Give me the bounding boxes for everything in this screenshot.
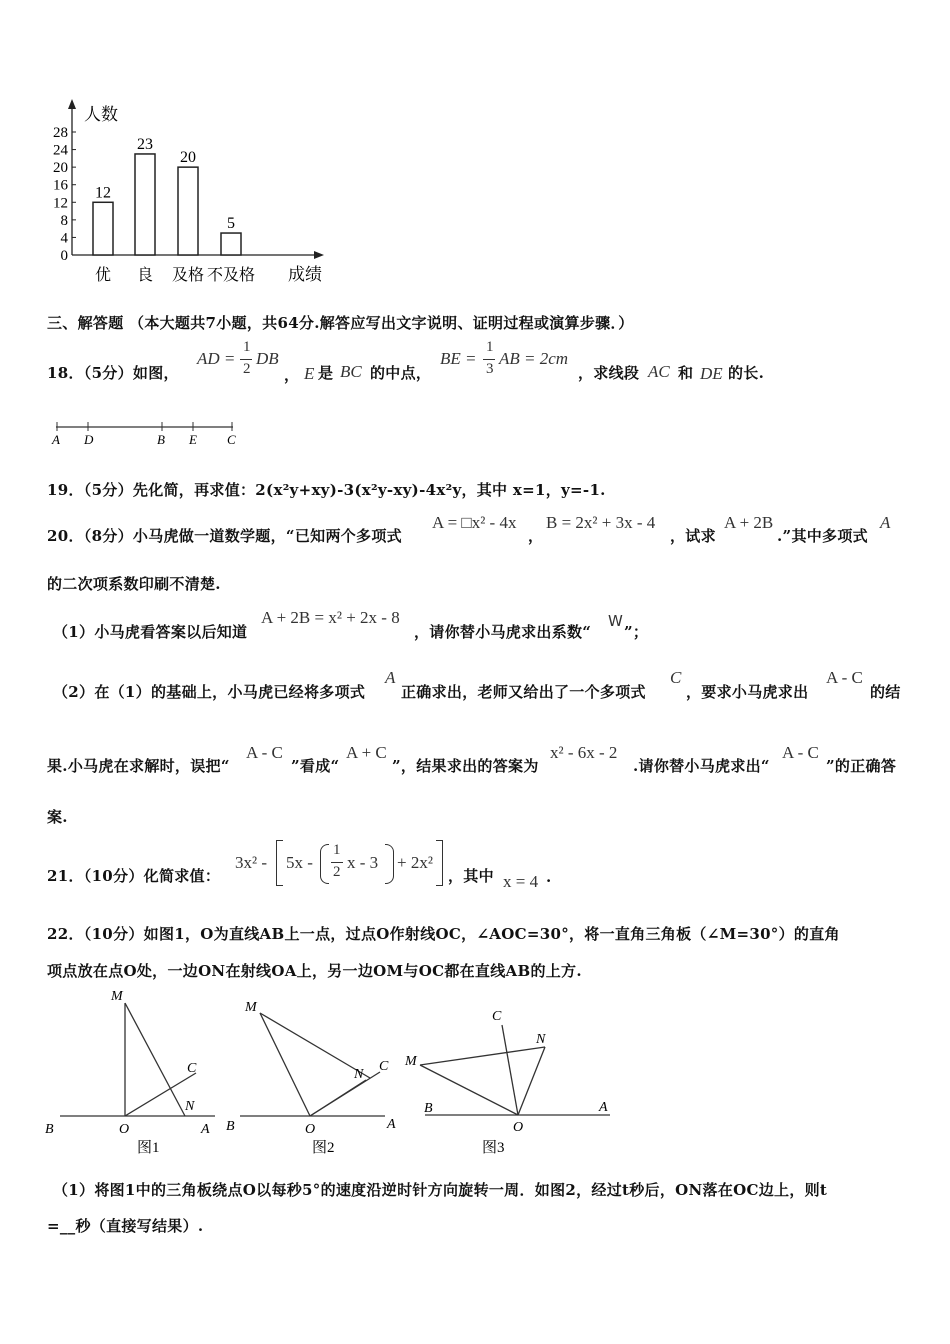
svg-text:B: B	[424, 1101, 433, 1116]
q20-part3-e2: A + C	[346, 743, 387, 762]
bar-3	[221, 233, 241, 255]
y-tick-label-28: 28	[53, 125, 68, 141]
q21-mid: ，其中	[448, 867, 494, 885]
q18-eq2-rhs: AB = 2cm	[499, 349, 569, 368]
y-tick-label-12: 12	[53, 195, 68, 212]
q18-end: 的长.	[728, 364, 765, 382]
q18-eq2-frac-bar	[483, 359, 495, 360]
q18-label-a: A	[52, 432, 60, 447]
section-heading: 三、解答题 （本大题共7小题，共64分.解答应写出文字说明、证明过程或演算步骤．）	[47, 314, 634, 332]
q21-head: 21．（10分）化简求值：	[47, 867, 221, 885]
category-label-2: 及格	[171, 267, 205, 284]
svg-text:M: M	[405, 1054, 417, 1069]
bar-2	[178, 167, 198, 255]
bar-value-label-2: 20	[180, 149, 196, 167]
figure-2	[226, 1000, 396, 1156]
q20-part1-symbol: W	[608, 612, 623, 630]
q18-eq1-rhs: DB	[256, 349, 279, 368]
svg-text:A: A	[387, 1117, 396, 1132]
q18-eq1-num: 1	[243, 339, 251, 355]
y-tick-label-16: 16	[53, 177, 68, 194]
q18-eq2-den: 3	[486, 361, 494, 377]
category-label-1: 良	[136, 267, 154, 284]
q18-seg-de: DE	[700, 364, 723, 383]
q18-number: 18．（5分）如图，	[47, 364, 179, 382]
q20-part3-c: ”，结果求出的答案为	[392, 757, 539, 775]
q18-sep: ，	[284, 366, 300, 384]
q22-line1: 22．（10分）如图1，O为直线AB上一点，过点O作射线OC，∠AOC=30°，将一直角三角板（∠M=30°）的直角	[47, 925, 840, 943]
x-axis-label: 成绩	[288, 265, 322, 284]
q20-comma: ，	[528, 527, 544, 545]
svg-text:O: O	[119, 1122, 130, 1137]
q21-expr-b: 5x -	[286, 853, 313, 872]
x-axis-arrow	[314, 251, 324, 259]
q21-expr-a: 3x² -	[235, 853, 268, 872]
q20-part3-b: ”看成“	[291, 757, 340, 775]
bar-value-label-0: 12	[95, 184, 111, 202]
q21-frac-num: 1	[333, 842, 341, 858]
svg-text:N: N	[354, 1067, 364, 1082]
bar-chart	[40, 95, 340, 290]
q18-seg-bc: BC	[340, 362, 362, 381]
q22-part1-line2: =__秒（直接写结果）.	[47, 1217, 204, 1235]
q18-text-mid: 的中点，	[370, 364, 432, 382]
q18-eq1-lhs: AD =	[197, 349, 236, 368]
q19-text: 19．（5分）先化简，再求值：2(x²y+xy)-3(x²y-xy)-4x²y，其中 x=1，y=-1.	[47, 481, 606, 499]
q20-part2-A: A	[385, 668, 396, 687]
q20-part4: 案.	[47, 808, 68, 826]
q21-right-bracket	[436, 840, 443, 886]
q21-expr-c: x - 3	[347, 853, 379, 872]
fig3-caption: 图3	[482, 1140, 505, 1156]
q18-label-e: E	[189, 432, 197, 447]
q18-ask: ，求线段	[578, 364, 640, 382]
y-tick-label-0: 0	[60, 248, 68, 264]
q18-eq2-lhs: BE =	[440, 349, 477, 368]
q20-expr: A + 2B	[724, 513, 774, 532]
q21-expr-d: + 2x²	[397, 853, 433, 872]
q20-poly-a: A = □x² - 4x	[432, 513, 517, 532]
q20-part2-c: ，要求小马虎求出	[686, 683, 809, 701]
q18-label-d: D	[84, 432, 94, 447]
q18-label-c: C	[227, 432, 236, 447]
q21-frac-bar	[331, 862, 343, 863]
q18-text-shi: 是	[318, 364, 334, 382]
q20-part3-a: 果.小马虎在求解时，误把“	[47, 757, 230, 775]
q18-seg-ac: AC	[648, 362, 670, 381]
q18-segment-figure	[48, 418, 248, 448]
q18-point-e: E	[304, 364, 315, 383]
svg-text:C: C	[492, 1009, 502, 1024]
q20-part3-e4: A - C	[782, 743, 819, 762]
q20-part2-C: C	[670, 668, 682, 687]
svg-text:A: A	[599, 1100, 608, 1115]
svg-text:N: N	[185, 1099, 195, 1114]
q21-frac-den: 2	[333, 864, 341, 880]
q21-right-paren	[385, 844, 394, 884]
svg-text:O: O	[305, 1122, 316, 1137]
q20-part2-d: 的结	[870, 683, 901, 701]
q20-part1-tail: ，请你替小马虎求出系数“	[414, 623, 592, 641]
y-tick-label-4: 4	[60, 230, 68, 247]
q20-head: 20．（8分）小马虎做一道数学题，“已知两个多项式	[47, 527, 402, 545]
q22-figures	[40, 985, 630, 1160]
q18-eq1-frac-bar	[240, 359, 252, 360]
svg-text:O: O	[513, 1120, 524, 1135]
q21-end: .	[546, 868, 552, 886]
q20-part3-d: .请你替小马虎求出“	[633, 757, 770, 775]
q22-part1-line1: （1）将图1中的三角板绕点O以每秒5°的速度沿逆时针方向旋转一周．如图2，经过t秒后，ON落在OC边上，则t	[53, 1181, 828, 1199]
y-tick-label-24: 24	[53, 142, 68, 159]
svg-text:C: C	[379, 1059, 389, 1074]
q20-part2-a: （2）在（1）的基础上，小马虎已经将多项式	[53, 683, 366, 701]
q20-part1-eq: A + 2B = x² + 2x - 8	[261, 608, 400, 627]
q18-eq1-den: 2	[243, 361, 251, 377]
bar-0	[93, 202, 113, 255]
q20-part1-end: ”；	[624, 623, 649, 641]
svg-text:M: M	[111, 989, 123, 1004]
q20-part1-head: （1）小马虎看答案以后知道	[53, 623, 248, 641]
category-label-0: 优	[94, 267, 112, 284]
q20-part3-e3: x² - 6x - 2	[550, 743, 618, 762]
q20-part2-expr: A - C	[826, 668, 863, 687]
svg-text:B: B	[226, 1119, 235, 1134]
q20-part3-e: ”的正确答	[826, 757, 897, 775]
q22-line2: 项点放在点O处，一边ON在射线OA上，另一边OM与OC都在直线AB的上方.	[47, 962, 582, 980]
svg-text:M: M	[245, 1000, 257, 1015]
svg-text:N: N	[536, 1032, 546, 1047]
svg-text:A: A	[201, 1122, 210, 1137]
category-label-3: 不及格	[206, 267, 256, 284]
y-tick-label-20: 20	[53, 160, 68, 177]
figure-1	[45, 989, 215, 1156]
fig1-caption: 图1	[137, 1140, 160, 1156]
bar-value-label-1: 23	[137, 135, 153, 153]
figure-3	[404, 1009, 610, 1156]
bar-value-label-3: 5	[227, 215, 235, 233]
y-axis-label: 人数	[84, 105, 118, 124]
q20-part3-e1: A - C	[246, 743, 283, 762]
q20-poly-name: A	[880, 513, 891, 532]
svg-text:B: B	[45, 1122, 54, 1137]
q20-poly-b: B = 2x² + 3x - 4	[546, 513, 656, 532]
q20-part2-b: 正确求出，老师又给出了一个多项式	[401, 683, 646, 701]
q18-and: 和	[678, 364, 694, 382]
q20-ask: ，试求	[670, 527, 716, 545]
q20-line2: 的二次项系数印刷不清楚.	[47, 575, 221, 593]
q20-tail: .”其中多项式	[777, 527, 868, 545]
y-tick-label-8: 8	[60, 212, 68, 229]
q21-left-paren	[320, 844, 329, 884]
svg-text:C: C	[187, 1061, 197, 1076]
q21-condition: x = 4	[503, 872, 539, 891]
y-axis-arrow	[68, 99, 76, 109]
q21-left-bracket	[276, 840, 283, 886]
q18-label-b: B	[157, 432, 165, 447]
q18-eq2-num: 1	[486, 339, 494, 355]
fig2-caption: 图2	[312, 1140, 335, 1156]
bar-1	[135, 154, 155, 255]
